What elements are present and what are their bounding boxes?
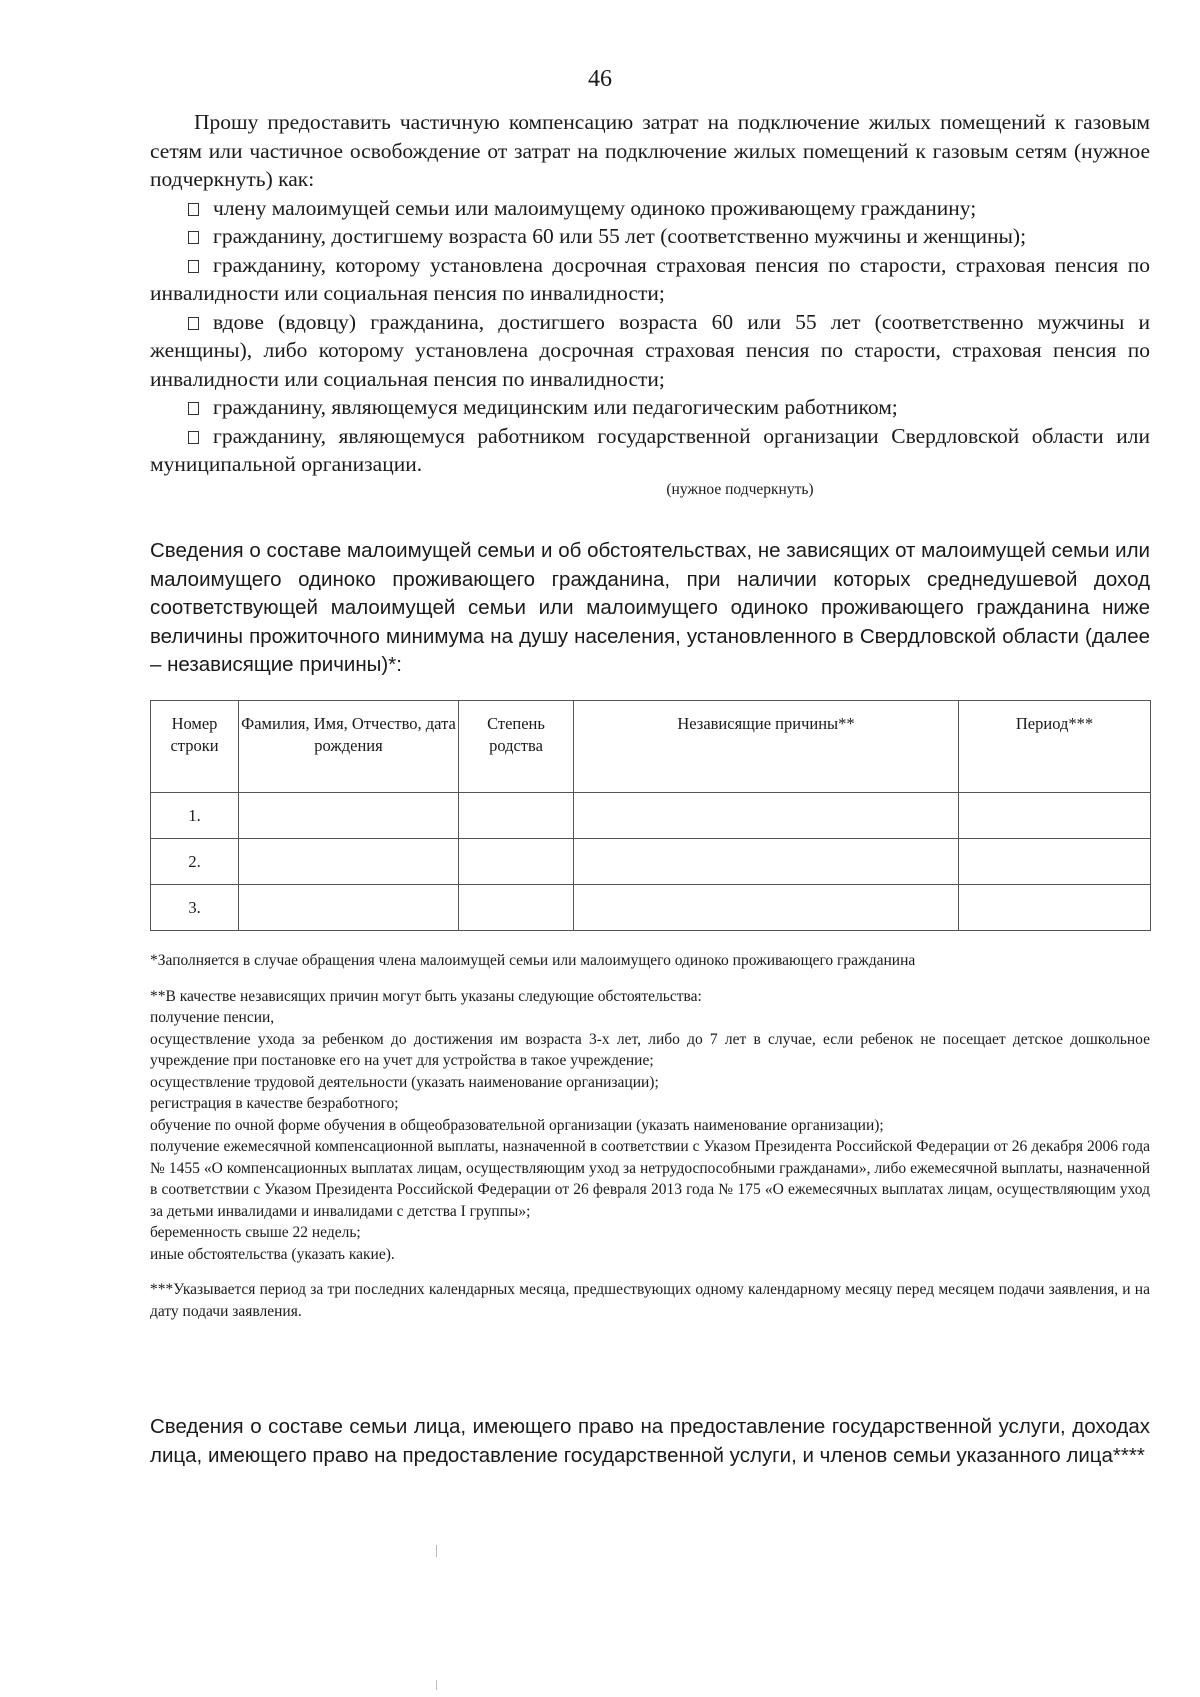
row-number-cell: 3. — [151, 885, 239, 931]
request-intro: Прошу предоставить частичную компенсацию затрат на подключение жилых помещений к газовым сетям или частичное освобождение от затрат на подключение жилых помещений к газовым сетям (нужное подчеркнуть) как: — [150, 110, 1150, 191]
footnotes — [150, 950, 1150, 1322]
underline-note: (нужное подчеркнуть) — [666, 480, 814, 498]
checkbox-medical-teacher[interactable] — [188, 402, 199, 415]
income-section-text: Сведения о составе семьи лица, имеющего право на предоставление государственной услуги, доходах лица, имеющего право на предоставление государственной услуги, и членов семьи указанного лица**** — [150, 1415, 1150, 1467]
option-medical-teacher: гражданину, являющемуся медицинским или педагогическим работником; — [150, 393, 1150, 422]
name-cell[interactable] — [239, 885, 459, 931]
option-state-worker: гражданину, являющемуся работником государственной организации Свердловской области или муниципальной организации. — [150, 423, 1150, 476]
checkbox-low-income[interactable] — [188, 203, 199, 216]
checkbox-pension[interactable] — [188, 260, 199, 273]
footnote-2-item: беременность свыше 22 недель; — [150, 1224, 361, 1241]
period-cell[interactable] — [959, 885, 1151, 931]
footnote-3: ***Указывается период за три последних календарных месяца, предшествующих одному календарному месяцу перед месяцем подачи заявления, и на дату подачи заявления. — [150, 1281, 1150, 1320]
header-period: Период*** — [959, 701, 1151, 793]
option-widow: вдове (вдовцу) гражданина, достигшего возраста 60 или 55 лет (соответственно мужчины и женщины), либо которому установлена досрочная страховая пенсия по старости, страховая пенсия по инвалидности или социальная пенсия по инвалидности; — [150, 309, 1150, 391]
footnote-2-item: иные обстоятельства (указать какие). — [150, 1245, 395, 1263]
page-number: 46 — [588, 66, 612, 92]
header-row-number: Номер строки — [151, 701, 239, 793]
table-row — [151, 885, 1151, 931]
relation-cell[interactable] — [459, 793, 574, 839]
table-row — [151, 839, 1151, 885]
checkbox-state-worker[interactable] — [188, 431, 199, 444]
footnote-2-title: **В качестве независящих причин могут быть указаны следующие обстоятельства: — [150, 987, 702, 1005]
scan-mark — [436, 1545, 437, 1557]
income-section — [150, 1413, 1150, 1470]
footnote-2-item: осуществление ухода за ребенком до достижения им возраста 3-х лет, либо до 7 лет в случае, если ребенок не посещает детское дошкольное учреждение при постановке его на учет для устройства в такое учреждение; — [150, 1030, 1150, 1069]
causes-cell[interactable] — [574, 885, 959, 931]
footnote-2-item: осуществление трудовой деятельности (указать наименование организации); — [150, 1073, 659, 1091]
header-relation: Степень родства — [459, 701, 574, 793]
period-cell[interactable] — [959, 793, 1151, 839]
family-section-text: Сведения о составе малоимущей семьи и об обстоятельствах, не зависящих от малоимущей семьи или малоимущего одиноко проживающего гражданина, при наличии которых среднедушевой доход соответствующей малоимущей семьи или малоимущего одиноко проживающего гражданина ниже величины прожиточного минимума на душу населения, установленного в Свердловской области (далее – независящие причины)*: — [150, 539, 1150, 676]
row-number-cell: 1. — [151, 793, 239, 839]
table-row — [151, 793, 1151, 839]
option-age: гражданину, достигшему возраста 60 или 55 лет (соответственно мужчины и женщины); — [150, 222, 1150, 251]
family-section — [150, 537, 1150, 680]
footnote-2-item: получение ежемесячной компенсационной выплаты, назначенной в соответствии с Указом Президента Российской Федерации от 26 декабря 2006 года № 1455 «О компенсационных выплатах лицам, осуществляющим уход за нетрудоспособными гражданами», либо ежемесячной выплаты, назначенной в соответствии с Указом Президента Российской Федерации от 26 февраля 2013 года № 175 «О ежемесячных выплатах лицам, осуществляющим уход за детьми инвалидами и инвалидами с детства I группы»; — [150, 1138, 1150, 1220]
causes-cell[interactable] — [574, 793, 959, 839]
row-number-cell: 2. — [151, 839, 239, 885]
option-pension: гражданину, которому установлена досрочная страховая пенсия по старости, страховая пенсия по инвалидности или социальная пенсия по инвалидности; — [150, 252, 1150, 305]
option-low-income: члену малоимущей семьи или малоимущему одиноко проживающему гражданину; — [150, 194, 1150, 223]
period-cell[interactable] — [959, 839, 1151, 885]
checkbox-widow[interactable] — [188, 317, 199, 330]
table-header-row — [151, 701, 1151, 793]
causes-cell[interactable] — [574, 839, 959, 885]
footnote-2-item: обучение по очной форме обучения в общеобразовательной организации (указать наименование организации); — [150, 1116, 884, 1134]
footnote-2-item: получение пенсии, — [150, 1009, 275, 1026]
relation-cell[interactable] — [459, 839, 574, 885]
causes-table — [150, 700, 1151, 931]
checkbox-age[interactable] — [188, 231, 199, 244]
request-block — [150, 108, 1150, 499]
header-causes: Независящие причины** — [574, 701, 959, 793]
scan-mark — [436, 1680, 437, 1690]
header-name: Фамилия, Имя, Отчество, дата рождения — [239, 701, 459, 793]
footnote-2-item: регистрация в качестве безработного; — [150, 1095, 399, 1112]
name-cell[interactable] — [239, 793, 459, 839]
name-cell[interactable] — [239, 839, 459, 885]
relation-cell[interactable] — [459, 885, 574, 931]
footnote-1: *Заполняется в случае обращения члена малоимущей семьи или малоимущего одиноко проживающего гражданина — [150, 952, 916, 969]
